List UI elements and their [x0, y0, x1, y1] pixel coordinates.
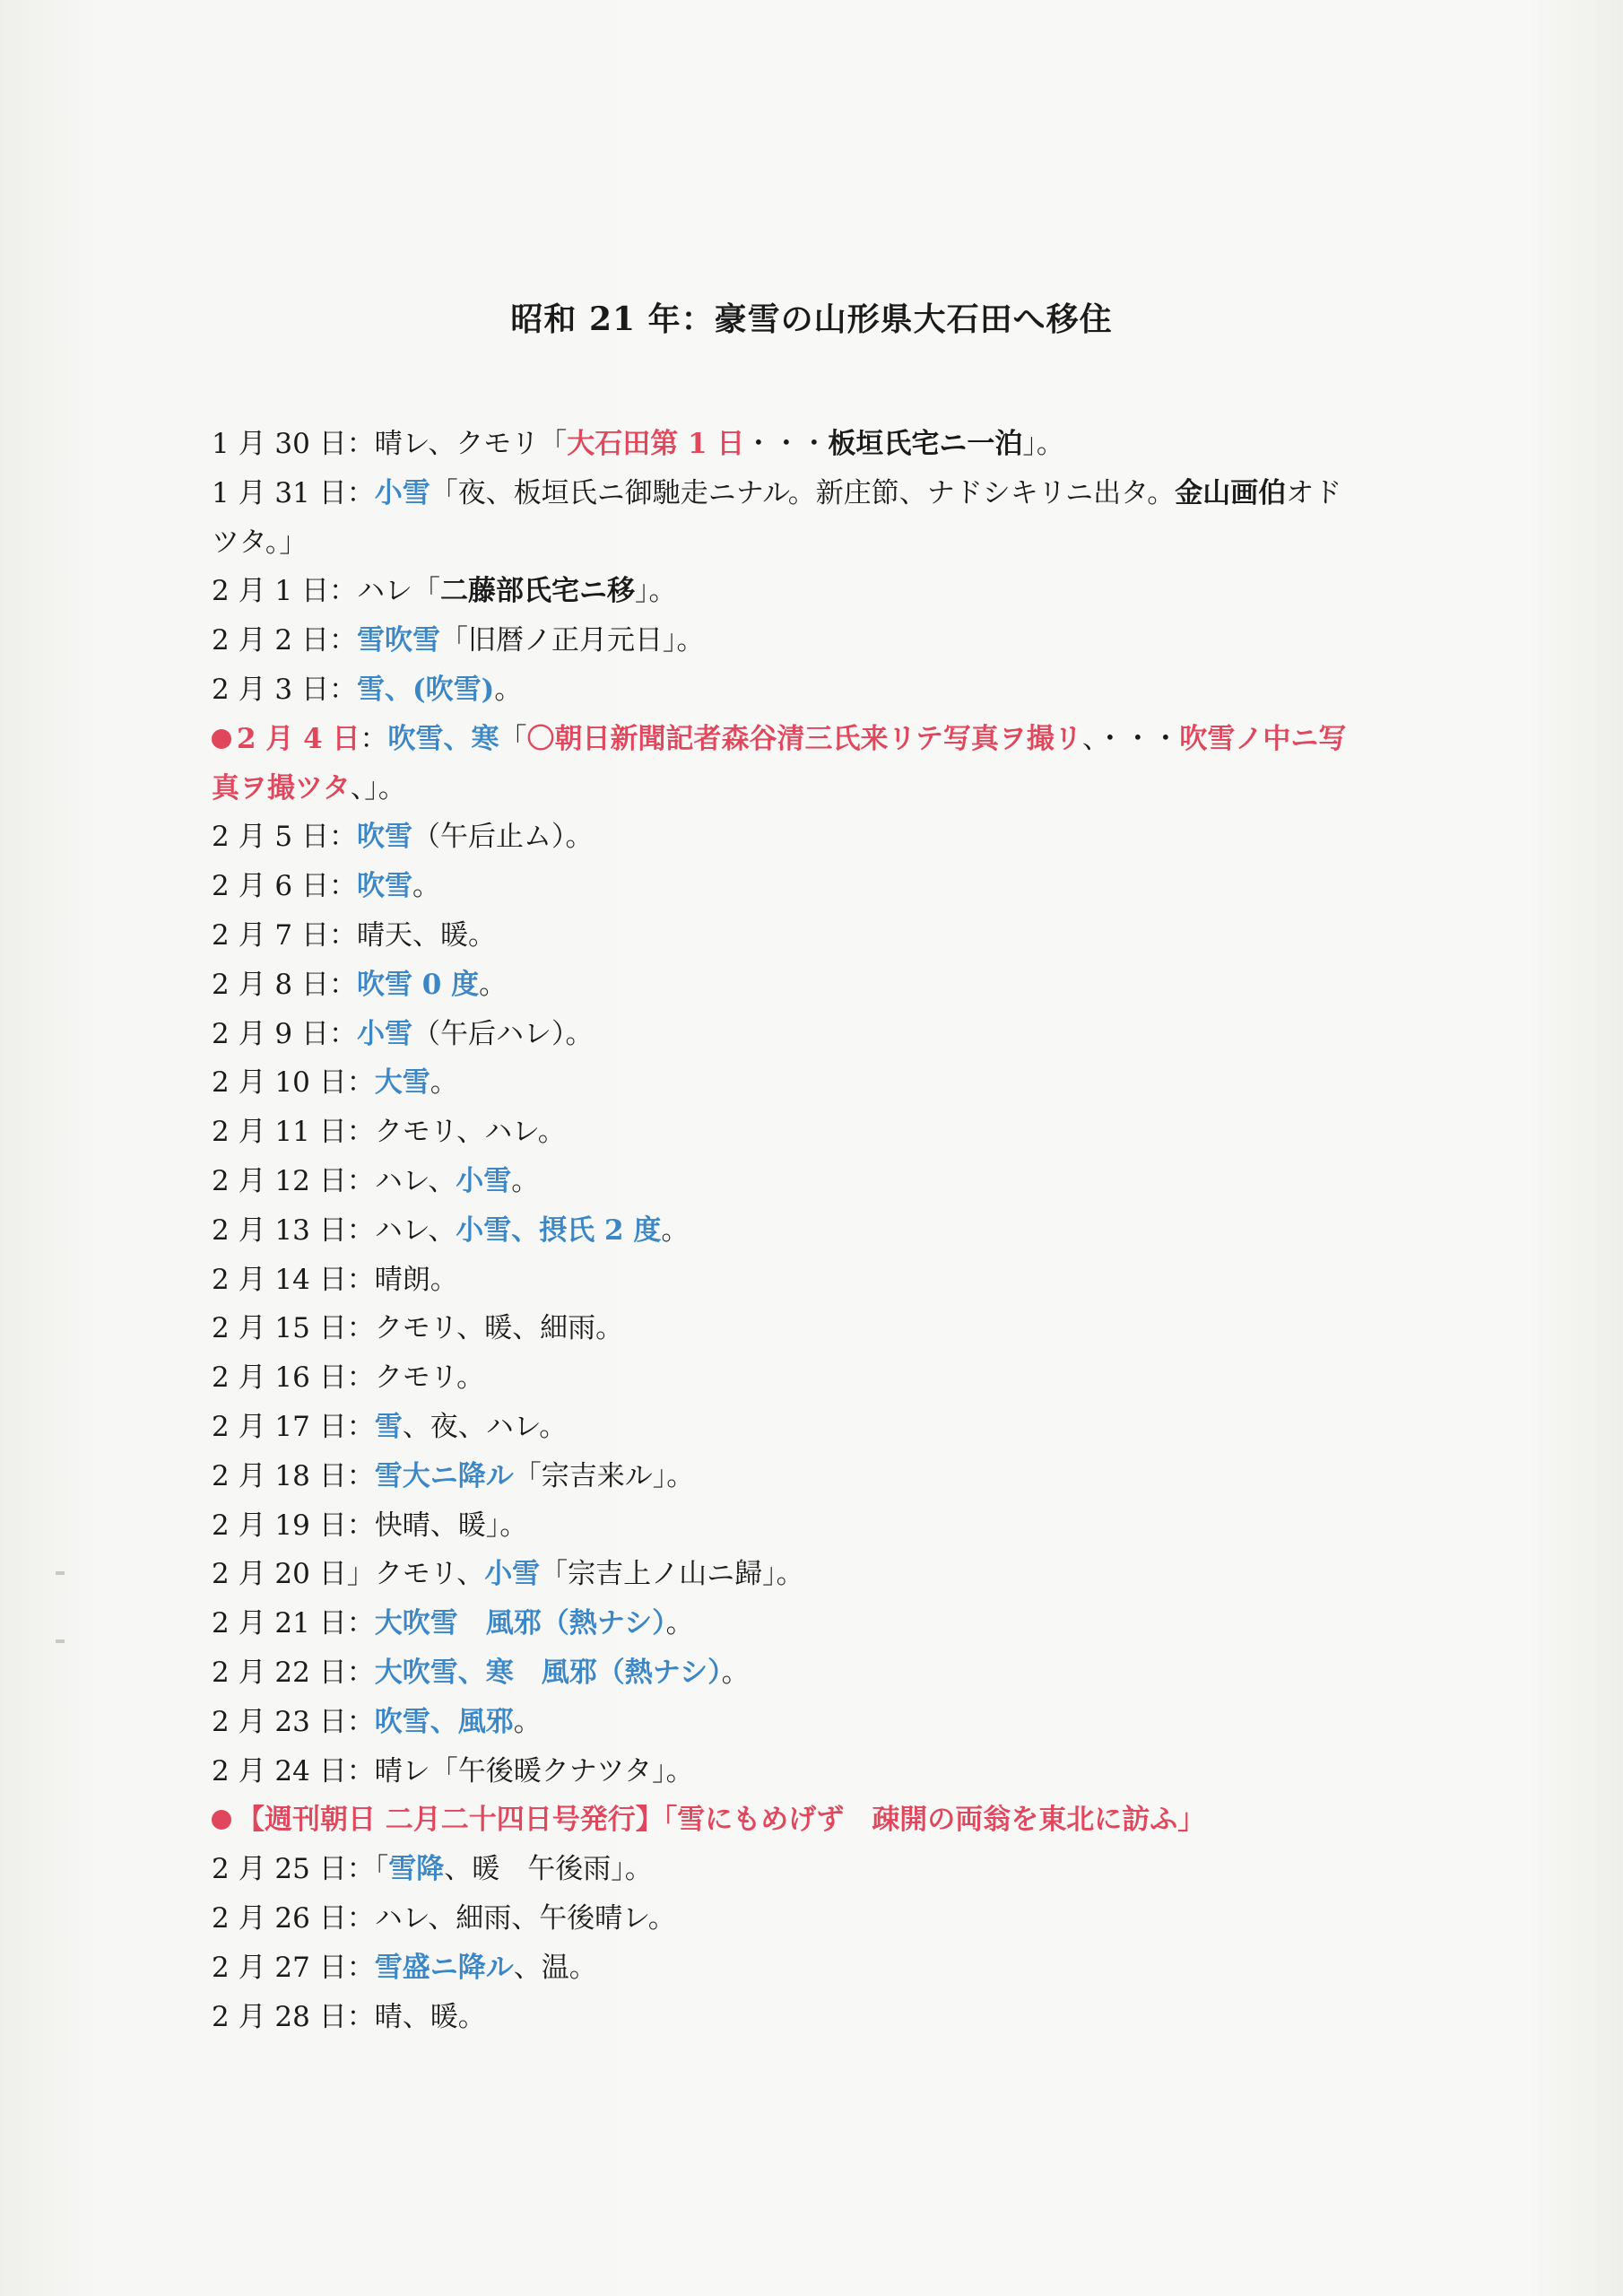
diary-line: [212, 1944, 1377, 1993]
red-bullet-icon: [212, 729, 231, 749]
entry-text: ツタ。」: [212, 526, 308, 559]
highlight-text: 大石田第 1 日: [567, 428, 745, 460]
entry-text: 1 月 31 日：: [212, 476, 375, 509]
entry-text: 。: [511, 1164, 540, 1197]
entry-text: 」。: [635, 575, 677, 608]
entry-text: 2 月 20 日」クモリ、: [212, 1558, 485, 1591]
entry-text: 2 月 12 日：ハレ、: [212, 1164, 456, 1197]
punch-mark: [56, 1571, 65, 1575]
entry-text: オド: [1286, 476, 1342, 509]
entry-text: 2 月 7 日：晴天、暖。: [212, 918, 497, 952]
diary-line: [212, 1108, 1377, 1157]
diary-line: [212, 1452, 1377, 1501]
diary-line: [212, 961, 1377, 1010]
weather-text: 雪: [374, 1410, 403, 1443]
entry-text: 、夜、ハレ。: [402, 1410, 568, 1443]
entry-text: 。: [479, 968, 508, 1001]
entry-text: 、暖 午後雨」。: [444, 1853, 653, 1886]
weather-text: 雪盛ニ降ル: [374, 1951, 514, 1984]
entry-text: 。: [661, 1213, 690, 1247]
diary-line: [212, 715, 1377, 764]
diary-entries: [212, 420, 1377, 2041]
entry-text: 。: [430, 1066, 458, 1100]
weather-text: 大吹雪 風邪（熱ナシ）: [374, 1607, 666, 1640]
diary-line: [212, 1698, 1377, 1747]
diary-line: [212, 1993, 1377, 2042]
entry-text: 」。: [1022, 428, 1064, 460]
weather-text: 小雪: [456, 1164, 512, 1197]
highlight-text: 2 月 4 日: [237, 722, 360, 755]
weather-text: 小雪: [484, 1558, 541, 1591]
entry-text: 、温。: [513, 1951, 597, 1984]
diary-line: [212, 1206, 1377, 1256]
page-title: 昭和 21 年：豪雪の山形県大石田へ移住: [510, 300, 1113, 338]
entry-text: 「: [499, 722, 527, 755]
entry-text: 2 月 23 日：: [212, 1705, 375, 1738]
weather-text: 雪降: [388, 1853, 445, 1886]
diary-line: [212, 1256, 1377, 1305]
entry-text: 「夜、板垣氏ニ御馳走ニナル。新庄節、ナドシキリニ出タ。: [430, 476, 1176, 509]
diary-line: [212, 1648, 1377, 1698]
entry-text: 2 月 15 日：クモリ、暖、細雨。: [212, 1312, 624, 1345]
entry-text: 2 月 26 日：ハレ、細雨、午後晴レ。: [212, 1901, 676, 1935]
weather-text: 吹雪、寒: [387, 722, 499, 755]
diary-line: [212, 1157, 1377, 1206]
entry-text: 2 月 13 日：ハレ、: [212, 1213, 456, 1247]
entry-text: 2 月 1 日：ハレ「: [212, 575, 441, 608]
entry-text: （午后止ム）。: [412, 821, 594, 854]
entry-text: 。: [513, 1705, 542, 1738]
weather-text: 吹雪: [357, 821, 413, 854]
entry-text: 2 月 21 日：: [212, 1607, 375, 1640]
weather-text: 雪吹雪: [357, 624, 441, 657]
weather-text: 吹雪 0 度: [357, 968, 480, 1001]
entry-text: 2 月 10 日：: [212, 1066, 375, 1100]
entry-text: （午后ハレ）。: [412, 1017, 594, 1050]
entry-text: 「宗吉来ル」。: [513, 1459, 695, 1492]
entry-text: 2 月 24 日：晴レ「午後暖クナツタ」。: [212, 1754, 694, 1787]
entry-text: 1 月 30 日：晴レ、クモリ「: [212, 428, 568, 460]
entry-text: 。: [412, 870, 441, 903]
entry-text: 板垣氏宅ニ一泊: [828, 428, 1023, 460]
diary-line: [212, 1501, 1377, 1551]
entry-text: 「旧暦ノ正月元日」。: [440, 624, 705, 657]
weather-text: 雪、(吹雪): [357, 673, 495, 706]
entry-text: 2 月 6 日：: [212, 870, 358, 903]
diary-line: [212, 518, 1377, 568]
entry-text: 2 月 8 日：: [212, 968, 358, 1001]
weather-text: 小雪: [374, 476, 430, 509]
entry-text: 、」。: [350, 771, 406, 804]
diary-line: [212, 911, 1377, 961]
weather-text: 大雪: [374, 1066, 430, 1100]
diary-line: [212, 665, 1377, 715]
diary-line: [212, 1894, 1377, 1944]
diary-line: [212, 616, 1377, 665]
weather-text: 吹雪、風邪: [374, 1705, 514, 1738]
weather-text: 小雪、摂氏 2 度: [456, 1213, 662, 1247]
entry-text: 。: [494, 673, 523, 706]
diary-line: [212, 764, 1377, 813]
weather-text: 大吹雪、寒 風邪（熱ナシ）: [374, 1656, 722, 1689]
entry-text: 2 月 19 日：快晴、暖」。: [212, 1509, 528, 1542]
diary-line: [212, 1304, 1377, 1353]
diary-line: [212, 469, 1377, 518]
entry-text: 金山画伯: [1175, 476, 1287, 509]
weather-text: 小雪: [357, 1017, 413, 1050]
entry-text: 「宗吉上ノ山ニ歸」。: [540, 1558, 804, 1591]
diary-line: [212, 1845, 1377, 1894]
diary-line: [212, 1796, 1377, 1845]
diary-line: [212, 1353, 1377, 1403]
diary-line: [212, 1058, 1377, 1108]
diary-line: [212, 813, 1377, 862]
diary-line: [212, 862, 1377, 911]
entry-text: 2 月 27 日：: [212, 1951, 375, 1984]
highlight-text: 吹雪ノ中ニ写: [1179, 722, 1347, 755]
entry-text: 2 月 28 日：晴、暖。: [212, 2000, 486, 2033]
entry-text: ：: [360, 722, 388, 755]
diary-line: [212, 420, 1377, 469]
entry-text: 二藤部氏宅ニ移: [440, 575, 636, 608]
entry-text: 2 月 18 日：: [212, 1459, 375, 1492]
diary-line: [212, 1403, 1377, 1452]
diary-line: [212, 1550, 1377, 1599]
entry-text: 2 月 17 日：: [212, 1410, 375, 1443]
entry-text: 。: [721, 1656, 750, 1689]
highlight-text: 〇朝日新聞記者森谷清三氏来リテ写真ヲ撮リ: [526, 722, 1082, 755]
red-bullet-icon: [212, 1810, 231, 1830]
weather-text: 吹雪: [357, 870, 413, 903]
highlight-text: 【週刊朝日 二月二十四日号発行】「雪にもめげず 疎開の両翁を東北に訪ふ」: [237, 1804, 1206, 1837]
entry-text: 。: [665, 1607, 694, 1640]
entry-text: 、・・・: [1081, 722, 1180, 755]
entry-text: 2 月 2 日：: [212, 624, 358, 657]
entry-text: 2 月 9 日：: [212, 1017, 358, 1050]
entry-text: 2 月 22 日：: [212, 1656, 375, 1689]
diary-line: [212, 1010, 1377, 1059]
entry-text: 2 月 5 日：: [212, 821, 358, 854]
entry-text: 2 月 16 日：クモリ。: [212, 1361, 485, 1395]
diary-line: [212, 1599, 1377, 1648]
punch-mark: [56, 1639, 65, 1643]
diary-line: [212, 567, 1377, 616]
entry-text: 2 月 14 日：晴朗。: [212, 1263, 458, 1296]
highlight-text: 真ヲ撮ツタ: [212, 771, 351, 804]
entry-text: ・・・: [744, 428, 829, 460]
weather-text: 雪大ニ降ル: [374, 1459, 514, 1492]
diary-line: [212, 1747, 1377, 1796]
entry-text: 2 月 25 日：「: [212, 1853, 389, 1886]
entry-text: 2 月 11 日：クモリ、ハレ。: [212, 1116, 566, 1149]
entry-text: 2 月 3 日：: [212, 673, 358, 706]
